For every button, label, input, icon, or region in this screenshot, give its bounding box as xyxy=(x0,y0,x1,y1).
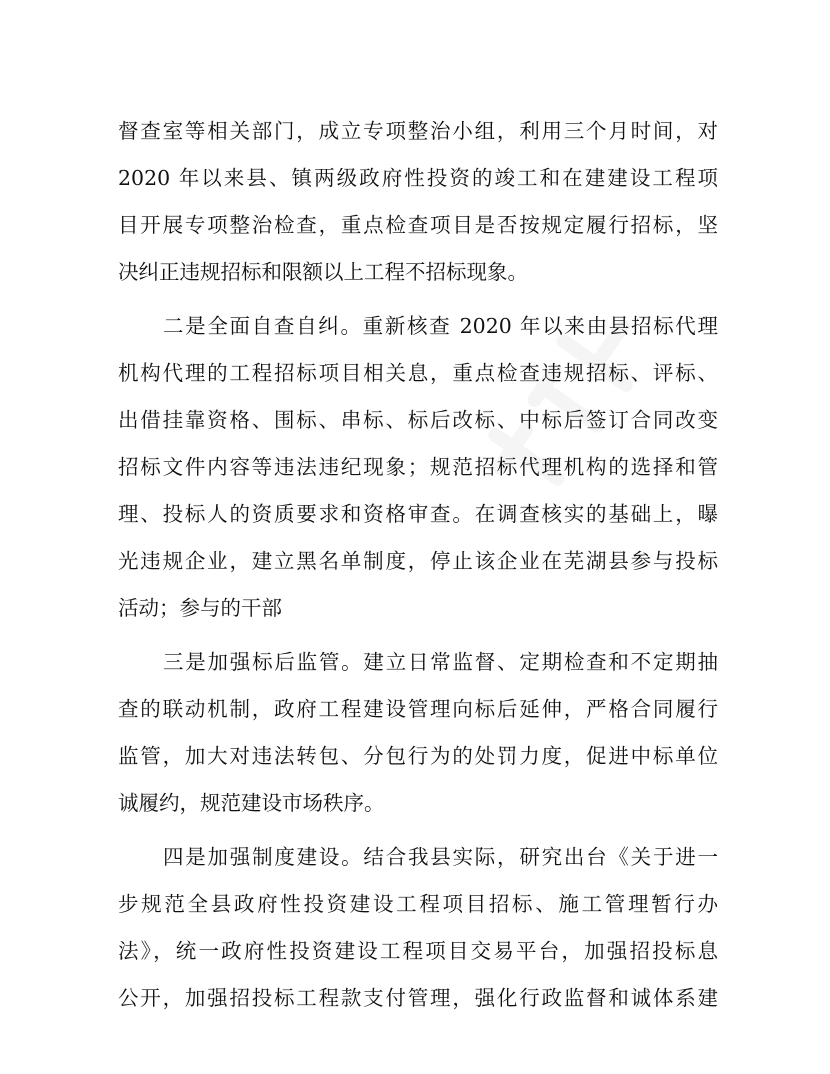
text-line: 机构代理的工程招标项目相关息，重点检查违规招标、评标、 xyxy=(118,361,718,385)
text-line: 目开展专项整治检查，重点检查项目是否按规定履行招标，坚 xyxy=(118,213,718,237)
text-line: 诚履约，规范建设市场秩序。 xyxy=(118,791,385,815)
text-line: 公开，加强招投标工程款支付管理，强化行政监督和诚体系建 xyxy=(118,986,718,1010)
paragraph-4 xyxy=(118,834,718,1022)
text-line: 查的联动机制，政府工程建设管理向标后延伸，严格合同履行 xyxy=(118,697,718,721)
text-line: 2020 年以来县、镇两级政府性投资的竣工和在建建设工程项 xyxy=(118,166,718,190)
text-line: 光违规企业，建立黑名单制度，停止该企业在芜湖县参与投标 xyxy=(118,549,718,573)
text-line: 决纠正违规招标和限额以上工程不招标现象。 xyxy=(118,260,528,284)
text-line: 理、投标人的资质要求和资格审查。在调查核实的基础上，曝 xyxy=(118,502,718,526)
text-line: 督查室等相关部门，成立专项整治小组，利用三个月时间，对 xyxy=(118,119,718,143)
text-line: 法》，统一政府性投资建设工程项目交易平台，加强招投标息 xyxy=(118,939,718,963)
paragraph-2 xyxy=(118,303,718,632)
paragraph-1 xyxy=(118,108,718,296)
text-line: 招标文件内容等违法违纪现象；规范招标代理机构的选择和管 xyxy=(118,455,718,479)
text-line: 二是全面自查自纠。重新核查 2020 年以来由县招标代理 xyxy=(163,314,718,338)
text-line: 出借挂靠资格、围标、串标、标后改标、中标后签订合同改变 xyxy=(118,408,718,432)
text-line: 步规范全县政府性投资建设工程项目招标、施工管理暂行办 xyxy=(118,892,718,916)
text-line: 活动；参与的干部 xyxy=(118,596,282,620)
text-line: 四是加强制度建设。结合我县实际，研究出台《关于进一 xyxy=(163,845,718,869)
body-text xyxy=(118,108,718,1022)
text-line: 监管，加大对违法转包、分包行为的处罚力度，促进中标单位 xyxy=(118,744,718,768)
text-line: 三是加强标后监管。建立日常监督、定期检查和不定期抽 xyxy=(163,650,718,674)
paragraph-3 xyxy=(118,639,718,827)
